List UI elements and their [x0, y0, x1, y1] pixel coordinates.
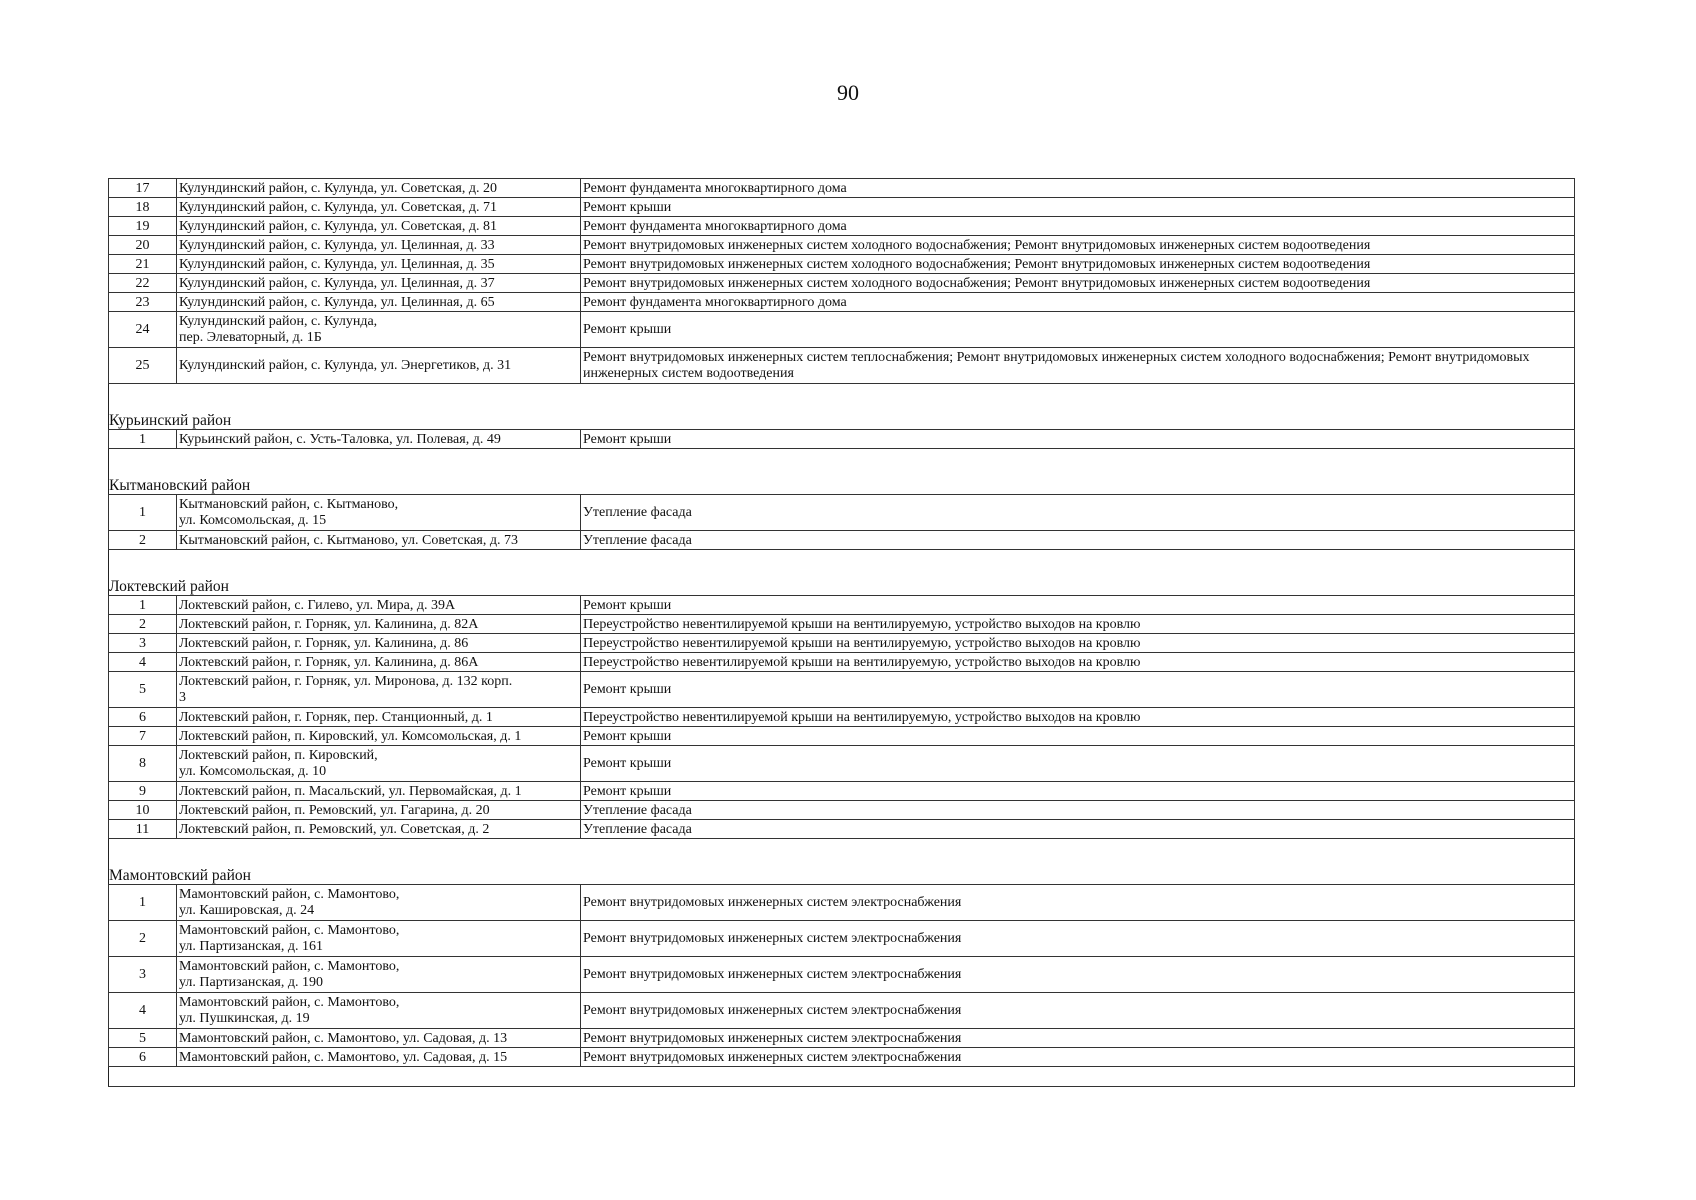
address-cell: [177, 531, 581, 550]
address-cell: [177, 348, 581, 384]
region-header-row: [109, 449, 1575, 495]
region-name: Мамонтовский район: [109, 839, 1575, 885]
address-cell: [177, 1029, 581, 1048]
table-row: [109, 495, 1575, 531]
row-number: 3: [109, 634, 177, 653]
address-cell: [177, 921, 581, 957]
work-type-cell: Переустройство невентилируемой крыши на вентилируемую, устройство выходов на кровлю: [581, 708, 1575, 727]
table-row: [109, 634, 1575, 653]
address-cell: [177, 727, 581, 746]
row-number: 6: [109, 708, 177, 727]
address-line: Локтевский район, г. Горняк, ул. Миронова, д. 132 корп.: [179, 674, 513, 689]
address-line: Курьинский район, с. Усть-Таловка, ул. Полевая, д. 49: [179, 431, 501, 447]
region-name: Кытмановский район: [109, 449, 1575, 495]
address-line: Мамонтовский район, с. Мамонтово,: [179, 959, 400, 974]
table-row: [109, 921, 1575, 957]
table-row: [109, 430, 1575, 449]
work-type-cell: Ремонт фундамента многоквартирного дома: [581, 293, 1575, 312]
address-line: Кулундинский район, с. Кулунда, ул. Советская, д. 20: [179, 180, 497, 196]
table-row: [109, 198, 1575, 217]
region-header-row: [109, 550, 1575, 596]
address-line: ул. Кашировская, д. 24: [179, 903, 315, 918]
table-row: [109, 312, 1575, 348]
address-cell: [177, 236, 581, 255]
address-line: Мамонтовский район, с. Мамонтово, ул. Садовая, д. 15: [179, 1049, 508, 1065]
row-number: 20: [109, 236, 177, 255]
address-line: Локтевский район, п. Масальский, ул. Первомайская, д. 1: [179, 783, 522, 799]
work-type-cell: Ремонт крыши: [581, 312, 1575, 348]
table-row: [109, 255, 1575, 274]
work-type-cell: Ремонт крыши: [581, 430, 1575, 449]
work-type-cell: Ремонт внутридомовых инженерных систем холодного водоснабжения; Ремонт внутридомовых инженерных систем водоотведения: [581, 255, 1575, 274]
work-type-cell: Переустройство невентилируемой крыши на вентилируемую, устройство выходов на кровлю: [581, 653, 1575, 672]
work-type-cell: Утепление фасада: [581, 495, 1575, 531]
row-number: 1: [109, 596, 177, 615]
address-cell: [177, 198, 581, 217]
address-line: Кулундинский район, с. Кулунда, ул. Советская, д. 81: [179, 218, 497, 234]
work-type-cell: Ремонт крыши: [581, 672, 1575, 708]
address-cell: [177, 782, 581, 801]
row-number: 8: [109, 746, 177, 782]
address-cell: [177, 885, 581, 921]
address-line: ул. Партизанская, д. 190: [179, 975, 323, 990]
row-number: 7: [109, 727, 177, 746]
address-line: ул. Комсомольская, д. 10: [179, 764, 327, 779]
work-type-cell: Ремонт крыши: [581, 782, 1575, 801]
address-cell: [177, 430, 581, 449]
row-number: 9: [109, 782, 177, 801]
table-row: [109, 885, 1575, 921]
table-row: [109, 1029, 1575, 1048]
empty-cell: [109, 1067, 1575, 1087]
address-line: Локтевский район, г. Горняк, пер. Станционный, д. 1: [179, 709, 493, 725]
table-row: [109, 179, 1575, 198]
work-type-cell: Ремонт крыши: [581, 198, 1575, 217]
work-type-cell: Утепление фасада: [581, 820, 1575, 839]
row-number: 3: [109, 957, 177, 993]
row-number: 25: [109, 348, 177, 384]
row-number: 2: [109, 531, 177, 550]
row-number: 24: [109, 312, 177, 348]
row-number: 19: [109, 217, 177, 236]
work-type-cell: Ремонт внутридомовых инженерных систем электроснабжения: [581, 957, 1575, 993]
row-number: 1: [109, 885, 177, 921]
address-line: 3: [179, 690, 186, 705]
row-number: 5: [109, 1029, 177, 1048]
empty-trailing-row: [109, 1067, 1575, 1087]
address-line: Кулундинский район, с. Кулунда, ул. Целинная, д. 37: [179, 275, 495, 291]
table-row: [109, 236, 1575, 255]
work-type-cell: Ремонт внутридомовых инженерных систем электроснабжения: [581, 921, 1575, 957]
address-cell: [177, 615, 581, 634]
row-number: 6: [109, 1048, 177, 1067]
table-row: [109, 653, 1575, 672]
table-row: [109, 672, 1575, 708]
address-line: Кулундинский район, с. Кулунда, ул. Целинная, д. 33: [179, 237, 495, 253]
row-number: 22: [109, 274, 177, 293]
table-body: [109, 179, 1575, 1087]
repair-works-table: [108, 178, 1575, 1087]
work-type-cell: Ремонт внутридомовых инженерных систем электроснабжения: [581, 1029, 1575, 1048]
address-line: Локтевский район, г. Горняк, ул. Калинина, д. 86: [179, 635, 469, 651]
address-line: Локтевский район, г. Горняк, ул. Калинина, д. 82А: [179, 616, 479, 632]
row-number: 1: [109, 495, 177, 531]
table-row: [109, 596, 1575, 615]
row-number: 2: [109, 921, 177, 957]
table-row: [109, 957, 1575, 993]
table-row: [109, 1048, 1575, 1067]
table-row: [109, 274, 1575, 293]
address-cell: [177, 746, 581, 782]
address-line: Мамонтовский район, с. Мамонтово,: [179, 995, 400, 1010]
row-number: 23: [109, 293, 177, 312]
address-cell: [177, 293, 581, 312]
work-type-cell: Утепление фасада: [581, 531, 1575, 550]
address-line: Кытмановский район, с. Кытманово, ул. Советская, д. 73: [179, 532, 518, 548]
work-type-cell: Ремонт крыши: [581, 596, 1575, 615]
work-type-cell: Ремонт внутридомовых инженерных систем электроснабжения: [581, 993, 1575, 1029]
address-line: Локтевский район, п. Ремовский, ул. Советская, д. 2: [179, 821, 490, 837]
address-line: ул. Партизанская, д. 161: [179, 939, 323, 954]
work-type-cell: Утепление фасада: [581, 801, 1575, 820]
address-line: Локтевский район, п. Ремовский, ул. Гагарина, д. 20: [179, 802, 490, 818]
address-cell: [177, 820, 581, 839]
table-row: [109, 801, 1575, 820]
address-cell: [177, 1048, 581, 1067]
table-row: [109, 531, 1575, 550]
row-number: 18: [109, 198, 177, 217]
address-cell: [177, 672, 581, 708]
table-row: [109, 293, 1575, 312]
region-header-row: [109, 839, 1575, 885]
table-row: [109, 727, 1575, 746]
work-type-cell: Ремонт фундамента многоквартирного дома: [581, 217, 1575, 236]
address-line: пер. Элеваторный, д. 1Б: [179, 330, 322, 345]
address-cell: [177, 255, 581, 274]
table-row: [109, 615, 1575, 634]
address-cell: [177, 274, 581, 293]
table-row: [109, 746, 1575, 782]
address-line: Локтевский район, с. Гилево, ул. Мира, д. 39А: [179, 597, 456, 613]
work-type-cell: Ремонт внутридомовых инженерных систем электроснабжения: [581, 885, 1575, 921]
address-cell: [177, 801, 581, 820]
address-cell: [177, 596, 581, 615]
table-row: [109, 993, 1575, 1029]
address-cell: [177, 993, 581, 1029]
work-type-cell: Ремонт внутридомовых инженерных систем холодного водоснабжения; Ремонт внутридомовых инженерных систем водоотведения: [581, 236, 1575, 255]
table-row: [109, 217, 1575, 236]
address-line: Мамонтовский район, с. Мамонтово, ул. Садовая, д. 13: [179, 1030, 508, 1046]
address-cell: [177, 179, 581, 198]
address-line: ул. Пушкинская, д. 19: [179, 1011, 310, 1026]
address-line: Кытмановский район, с. Кытманово,: [179, 497, 399, 512]
work-type-cell: Переустройство невентилируемой крыши на вентилируемую, устройство выходов на кровлю: [581, 615, 1575, 634]
work-type-cell: Ремонт крыши: [581, 727, 1575, 746]
work-type-cell: Ремонт внутридомовых инженерных систем теплоснабжения; Ремонт внутридомовых инженерных систем холодного водоснабжения; Ремонт внутридомовых инженерных систем водоотведения: [581, 348, 1575, 384]
address-line: Кулундинский район, с. Кулунда, ул. Энергетиков, д. 31: [179, 358, 512, 373]
address-line: Кулундинский район, с. Кулунда, ул. Советская, д. 71: [179, 199, 497, 215]
row-number: 4: [109, 993, 177, 1029]
work-type-cell: Ремонт фундамента многоквартирного дома: [581, 179, 1575, 198]
table-row: [109, 708, 1575, 727]
work-type-cell: Ремонт внутридомовых инженерных систем холодного водоснабжения; Ремонт внутридомовых инженерных систем водоотведения: [581, 274, 1575, 293]
address-cell: [177, 653, 581, 672]
table-row: [109, 820, 1575, 839]
address-cell: [177, 312, 581, 348]
row-number: 21: [109, 255, 177, 274]
address-line: Кулундинский район, с. Кулунда,: [179, 314, 378, 329]
address-cell: [177, 634, 581, 653]
row-number: 1: [109, 430, 177, 449]
address-line: Мамонтовский район, с. Мамонтово,: [179, 923, 400, 938]
address-line: ул. Комсомольская, д. 15: [179, 513, 327, 528]
row-number: 10: [109, 801, 177, 820]
address-line: Кулундинский район, с. Кулунда, ул. Целинная, д. 65: [179, 294, 495, 310]
address-cell: [177, 495, 581, 531]
address-cell: [177, 957, 581, 993]
row-number: 11: [109, 820, 177, 839]
work-type-cell: Ремонт крыши: [581, 746, 1575, 782]
region-name: Локтевский район: [109, 550, 1575, 596]
row-number: 4: [109, 653, 177, 672]
address-line: Мамонтовский район, с. Мамонтово,: [179, 887, 400, 902]
address-cell: [177, 708, 581, 727]
address-line: Локтевский район, п. Кировский,: [179, 748, 378, 763]
table-row: [109, 782, 1575, 801]
row-number: 2: [109, 615, 177, 634]
page-number: 90: [837, 80, 859, 105]
address-line: Кулундинский район, с. Кулунда, ул. Целинная, д. 35: [179, 256, 495, 272]
row-number: 17: [109, 179, 177, 198]
region-name: Курьинский район: [109, 384, 1575, 430]
work-type-cell: Ремонт внутридомовых инженерных систем электроснабжения: [581, 1048, 1575, 1067]
address-line: Локтевский район, г. Горняк, ул. Калинина, д. 86А: [179, 654, 479, 670]
address-cell: [177, 217, 581, 236]
address-line: Локтевский район, п. Кировский, ул. Комсомольская, д. 1: [179, 728, 522, 744]
table-row: [109, 348, 1575, 384]
row-number: 5: [109, 672, 177, 708]
region-header-row: [109, 384, 1575, 430]
work-type-cell: Переустройство невентилируемой крыши на вентилируемую, устройство выходов на кровлю: [581, 634, 1575, 653]
